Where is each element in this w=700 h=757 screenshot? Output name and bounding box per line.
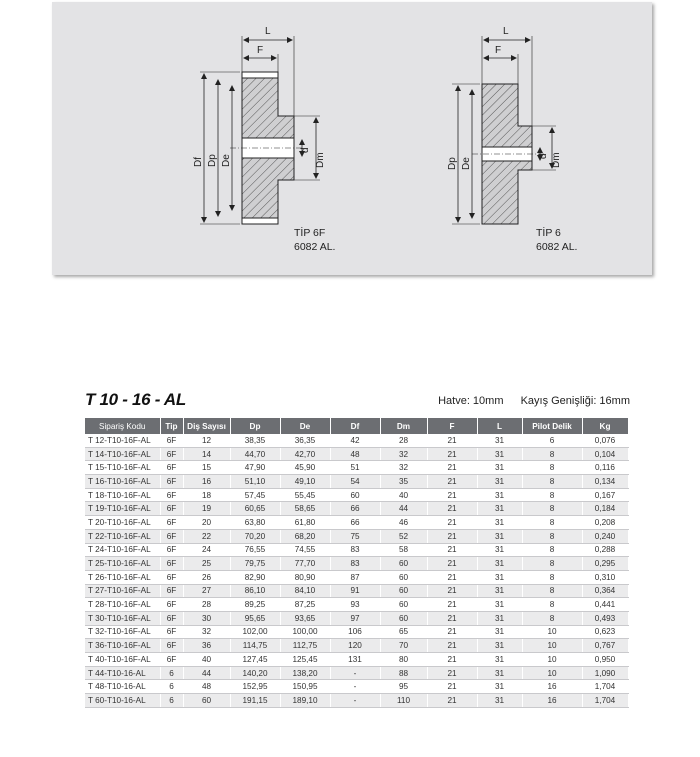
table-cell: 31 xyxy=(477,680,522,694)
table-cell: 0,295 xyxy=(582,557,628,571)
table-cell: 8 xyxy=(522,516,582,530)
order-code-cell: T 44-T10-16-AL xyxy=(85,666,160,680)
table-cell: 10 xyxy=(522,625,582,639)
table-cell: 106 xyxy=(330,625,380,639)
table-cell: 6F xyxy=(160,516,183,530)
table-cell: - xyxy=(330,694,380,708)
table-cell: 6F xyxy=(160,570,183,584)
table-cell: 83 xyxy=(330,557,380,571)
table-cell: 21 xyxy=(427,502,477,516)
order-code-cell: T 18-T10-16F-AL xyxy=(85,488,160,502)
table-cell: 31 xyxy=(477,434,522,447)
table-row xyxy=(85,447,628,461)
table-cell: 21 xyxy=(427,529,477,543)
table-cell: 6F xyxy=(160,557,183,571)
pulley-left-section xyxy=(193,26,335,253)
dim-De-label: De xyxy=(461,157,472,170)
dim-Dp-label: Dp xyxy=(207,154,218,167)
table-cell: 8 xyxy=(522,529,582,543)
order-code-cell: T 26-T10-16F-AL xyxy=(85,570,160,584)
technical-drawing-panel xyxy=(52,2,652,275)
table-cell: 84,10 xyxy=(280,584,330,598)
header-cell: Diş Sayısı xyxy=(183,418,230,434)
table-cell: 45,90 xyxy=(280,461,330,475)
table-title: T 10 - 16 - AL xyxy=(85,390,186,409)
order-code-cell: T 32-T10-16F-AL xyxy=(85,625,160,639)
table-cell: 48 xyxy=(183,680,230,694)
header-cell: Tip xyxy=(160,418,183,434)
table-cell: 60,65 xyxy=(230,502,280,516)
table-cell: 0,076 xyxy=(582,434,628,447)
table-cell: 21 xyxy=(427,543,477,557)
table-cell: 31 xyxy=(477,653,522,667)
table-cell: 42,70 xyxy=(280,447,330,461)
table-cell: 31 xyxy=(477,639,522,653)
table-cell: 100,00 xyxy=(280,625,330,639)
table-cell: 0,493 xyxy=(582,611,628,625)
table-cell: 88 xyxy=(380,666,427,680)
table-cell: 31 xyxy=(477,570,522,584)
table-cell: 0,288 xyxy=(582,543,628,557)
table-row xyxy=(85,584,628,598)
pulley-drawings xyxy=(52,2,652,275)
table-cell: 18 xyxy=(183,488,230,502)
table-cell: 1,704 xyxy=(582,694,628,708)
table-cell: 6F xyxy=(160,639,183,653)
table-cell: 1,704 xyxy=(582,680,628,694)
table-cell: 46 xyxy=(380,516,427,530)
table-cell: 44 xyxy=(380,502,427,516)
table-cell: 6 xyxy=(160,680,183,694)
table-cell: 6F xyxy=(160,611,183,625)
table-cell: 189,10 xyxy=(280,694,330,708)
table-row xyxy=(85,529,628,543)
header-cell: Dm xyxy=(380,418,427,434)
table-cell: 0,310 xyxy=(582,570,628,584)
table-cell: 8 xyxy=(522,543,582,557)
table-cell: 31 xyxy=(477,447,522,461)
table-cell: 51 xyxy=(330,461,380,475)
order-code-cell: T 40-T10-16F-AL xyxy=(85,653,160,667)
table-header-row xyxy=(85,418,628,434)
dim-De-label: De xyxy=(221,154,232,167)
order-code-cell: T 25-T10-16F-AL xyxy=(85,557,160,571)
order-code-cell: T 16-T10-16F-AL xyxy=(85,475,160,489)
table-cell: 20 xyxy=(183,516,230,530)
table-cell: 36,35 xyxy=(280,434,330,447)
table-cell: 0,441 xyxy=(582,598,628,612)
table-row xyxy=(85,570,628,584)
table-cell: 0,134 xyxy=(582,475,628,489)
table-cell: 87,25 xyxy=(280,598,330,612)
table-cell: 8 xyxy=(522,502,582,516)
table-cell: 60 xyxy=(380,598,427,612)
order-code-cell: T 60-T10-16-AL xyxy=(85,694,160,708)
table-cell: 0,167 xyxy=(582,488,628,502)
table-cell: 95,65 xyxy=(230,611,280,625)
table-cell: 6F xyxy=(160,625,183,639)
table-cell: 21 xyxy=(427,557,477,571)
table-cell: 21 xyxy=(427,434,477,447)
table-cell: 31 xyxy=(477,475,522,489)
table-cell: 140,20 xyxy=(230,666,280,680)
order-code-cell: T 36-T10-16F-AL xyxy=(85,639,160,653)
table-cell: 80,90 xyxy=(280,570,330,584)
dim-Dm-label: Dm xyxy=(551,152,562,168)
table-cell: 31 xyxy=(477,461,522,475)
table-cell: 21 xyxy=(427,584,477,598)
table-cell: 25 xyxy=(183,557,230,571)
table-cell: 21 xyxy=(427,516,477,530)
table-cell: 10 xyxy=(522,666,582,680)
table-cell: 6 xyxy=(160,666,183,680)
table-cell: 31 xyxy=(477,488,522,502)
table-cell: 51,10 xyxy=(230,475,280,489)
table-cell: 35 xyxy=(380,475,427,489)
table-cell: 21 xyxy=(427,653,477,667)
tip-label: TİP 6 xyxy=(536,227,561,239)
table-row xyxy=(85,557,628,571)
table-cell: 26 xyxy=(183,570,230,584)
belt-width-info: Kayış Genişliği: 16mm xyxy=(520,395,630,407)
material-label: 6082 AL. xyxy=(294,241,336,253)
table-cell: 31 xyxy=(477,694,522,708)
table-cell: 127,45 xyxy=(230,653,280,667)
pitch-info: Hatve: 10mm xyxy=(438,395,504,407)
table-cell: 55,45 xyxy=(280,488,330,502)
table-cell: 8 xyxy=(522,475,582,489)
table-cell: 138,20 xyxy=(280,666,330,680)
table-specs xyxy=(424,395,630,407)
table-cell: 70,20 xyxy=(230,529,280,543)
table-cell: 40 xyxy=(183,653,230,667)
table-cell: 21 xyxy=(427,639,477,653)
table-cell: 60 xyxy=(380,570,427,584)
order-code-cell: T 20-T10-16F-AL xyxy=(85,516,160,530)
table-cell: 31 xyxy=(477,666,522,680)
table-cell: 8 xyxy=(522,570,582,584)
table-row xyxy=(85,694,628,708)
table-cell: 21 xyxy=(427,488,477,502)
table-cell: 6 xyxy=(160,694,183,708)
order-code-cell: T 19-T10-16F-AL xyxy=(85,502,160,516)
table-cell: 32 xyxy=(183,625,230,639)
table-cell: 21 xyxy=(427,475,477,489)
table-cell: 21 xyxy=(427,447,477,461)
table-cell: 87 xyxy=(330,570,380,584)
table-cell: 0,208 xyxy=(582,516,628,530)
tip-label: TİP 6F xyxy=(294,227,326,239)
table-cell: 102,00 xyxy=(230,625,280,639)
table-cell: 6F xyxy=(160,434,183,447)
table-cell: 0,116 xyxy=(582,461,628,475)
table-cell: 8 xyxy=(522,598,582,612)
order-code-cell: T 28-T10-16F-AL xyxy=(85,598,160,612)
dim-L-label: L xyxy=(503,26,509,37)
table-cell: 28 xyxy=(183,598,230,612)
table-cell: 42 xyxy=(330,434,380,447)
table-cell: 12 xyxy=(183,434,230,447)
header-cell: De xyxy=(280,418,330,434)
header-cell: Dp xyxy=(230,418,280,434)
table-cell: 70 xyxy=(380,639,427,653)
pulley-right-section xyxy=(447,26,577,253)
table-cell: 21 xyxy=(427,694,477,708)
table-cell: 74,55 xyxy=(280,543,330,557)
table-cell: 58,65 xyxy=(280,502,330,516)
table-cell: 16 xyxy=(522,694,582,708)
order-code-cell: T 12-T10-16F-AL xyxy=(85,434,160,447)
table-cell: 54 xyxy=(330,475,380,489)
table-cell: 79,75 xyxy=(230,557,280,571)
order-code-cell: T 22-T10-16F-AL xyxy=(85,529,160,543)
table-cell: 8 xyxy=(522,611,582,625)
table-cell: 40 xyxy=(380,488,427,502)
table-cell: 82,90 xyxy=(230,570,280,584)
table-cell: 30 xyxy=(183,611,230,625)
table-row xyxy=(85,488,628,502)
table-cell: 31 xyxy=(477,516,522,530)
table-cell: 22 xyxy=(183,529,230,543)
table-cell: 66 xyxy=(330,502,380,516)
table-cell: 47,90 xyxy=(230,461,280,475)
table-cell: 97 xyxy=(330,611,380,625)
table-row xyxy=(85,516,628,530)
table-cell: 93 xyxy=(330,598,380,612)
table-cell: 21 xyxy=(427,570,477,584)
table-row xyxy=(85,653,628,667)
table-cell: 89,25 xyxy=(230,598,280,612)
table-cell: 6F xyxy=(160,475,183,489)
table-cell: 0,623 xyxy=(582,625,628,639)
table-row xyxy=(85,680,628,694)
table-cell: 6F xyxy=(160,543,183,557)
table-cell: 125,45 xyxy=(280,653,330,667)
table-cell: 60 xyxy=(380,557,427,571)
table-cell: 36 xyxy=(183,639,230,653)
table-row xyxy=(85,502,628,516)
table-cell: 21 xyxy=(427,680,477,694)
table-body xyxy=(85,434,628,707)
table-cell: 49,10 xyxy=(280,475,330,489)
dim-F-label: F xyxy=(257,45,264,56)
table-cell: 31 xyxy=(477,502,522,516)
table-cell: 14 xyxy=(183,447,230,461)
table-cell: 0,104 xyxy=(582,447,628,461)
table-cell: 6F xyxy=(160,584,183,598)
table-cell: 21 xyxy=(427,598,477,612)
header-cell: Df xyxy=(330,418,380,434)
table-cell: 83 xyxy=(330,543,380,557)
table-cell: 6F xyxy=(160,447,183,461)
table-cell: 63,80 xyxy=(230,516,280,530)
table-cell: 15 xyxy=(183,461,230,475)
order-code-cell: T 27-T10-16F-AL xyxy=(85,584,160,598)
table-cell: 6F xyxy=(160,461,183,475)
order-code-cell: T 14-T10-16F-AL xyxy=(85,447,160,461)
header-cell: Pilot Delik xyxy=(522,418,582,434)
table-cell: 8 xyxy=(522,447,582,461)
table-cell: 0,767 xyxy=(582,639,628,653)
table-cell: 80 xyxy=(380,653,427,667)
table-cell: 6F xyxy=(160,653,183,667)
table-cell: 44,70 xyxy=(230,447,280,461)
table-cell: 27 xyxy=(183,584,230,598)
table-row xyxy=(85,611,628,625)
table-cell: 86,10 xyxy=(230,584,280,598)
table-cell: 65 xyxy=(380,625,427,639)
table-cell: 8 xyxy=(522,557,582,571)
table-cell: 110 xyxy=(380,694,427,708)
table-cell: 24 xyxy=(183,543,230,557)
order-code-cell: T 48-T10-16-AL xyxy=(85,680,160,694)
table-cell: 21 xyxy=(427,461,477,475)
table-cell: 0,950 xyxy=(582,653,628,667)
dim-d-label: d xyxy=(538,153,549,159)
table-cell: 60 xyxy=(380,584,427,598)
table-cell: 76,55 xyxy=(230,543,280,557)
table-row xyxy=(85,639,628,653)
header-cell: F xyxy=(427,418,477,434)
table-cell: 57,45 xyxy=(230,488,280,502)
table-cell: 28 xyxy=(380,434,427,447)
table-cell: 58 xyxy=(380,543,427,557)
spec-table xyxy=(85,418,629,708)
table-cell: 10 xyxy=(522,639,582,653)
table-row xyxy=(85,598,628,612)
table-cell: 31 xyxy=(477,584,522,598)
table-cell: 93,65 xyxy=(280,611,330,625)
table-cell: 16 xyxy=(183,475,230,489)
order-code-cell: T 15-T10-16F-AL xyxy=(85,461,160,475)
dim-Dm-label: Dm xyxy=(315,152,326,168)
table-cell: 31 xyxy=(477,529,522,543)
table-cell: 6 xyxy=(522,434,582,447)
table-cell: 75 xyxy=(330,529,380,543)
table-cell: - xyxy=(330,666,380,680)
table-cell: 6F xyxy=(160,529,183,543)
order-code-cell: T 30-T10-16F-AL xyxy=(85,611,160,625)
dim-F-label: F xyxy=(495,45,502,56)
table-cell: 66 xyxy=(330,516,380,530)
table-row xyxy=(85,475,628,489)
table-cell: 31 xyxy=(477,543,522,557)
table-cell: 61,80 xyxy=(280,516,330,530)
table-cell: 1,090 xyxy=(582,666,628,680)
table-cell: 38,35 xyxy=(230,434,280,447)
table-cell: 191,15 xyxy=(230,694,280,708)
table-cell: 16 xyxy=(522,680,582,694)
table-cell: 6F xyxy=(160,598,183,612)
table-cell: 0,364 xyxy=(582,584,628,598)
table-cell: 8 xyxy=(522,461,582,475)
table-cell: 52 xyxy=(380,529,427,543)
table-cell: 44 xyxy=(183,666,230,680)
table-cell: 112,75 xyxy=(280,639,330,653)
table-cell: 60 xyxy=(380,611,427,625)
table-cell: 21 xyxy=(427,625,477,639)
table-cell: - xyxy=(330,680,380,694)
dim-d-label: d xyxy=(300,147,311,153)
header-cell: L xyxy=(477,418,522,434)
table-row xyxy=(85,625,628,639)
table-row xyxy=(85,461,628,475)
table-cell: 32 xyxy=(380,461,427,475)
material-label: 6082 AL. xyxy=(536,241,578,253)
table-cell: 120 xyxy=(330,639,380,653)
table-cell: 77,70 xyxy=(280,557,330,571)
table-cell: 19 xyxy=(183,502,230,516)
table-cell: 0,240 xyxy=(582,529,628,543)
dim-Dp-label: Dp xyxy=(447,157,458,170)
table-cell: 95 xyxy=(380,680,427,694)
dim-L-label: L xyxy=(265,26,271,37)
table-cell: 91 xyxy=(330,584,380,598)
table-cell: 131 xyxy=(330,653,380,667)
dim-Df-label: Df xyxy=(193,157,204,167)
table-cell: 68,20 xyxy=(280,529,330,543)
table-cell: 21 xyxy=(427,611,477,625)
table-cell: 48 xyxy=(330,447,380,461)
table-cell: 0,184 xyxy=(582,502,628,516)
header-cell: Sipariş Kodu xyxy=(85,418,160,434)
table-cell: 31 xyxy=(477,611,522,625)
table-cell: 32 xyxy=(380,447,427,461)
table-row xyxy=(85,666,628,680)
order-code-cell: T 24-T10-16F-AL xyxy=(85,543,160,557)
table-cell: 150,95 xyxy=(280,680,330,694)
table-cell: 8 xyxy=(522,488,582,502)
table-cell: 114,75 xyxy=(230,639,280,653)
table-title-row xyxy=(85,390,630,410)
table-cell: 6F xyxy=(160,502,183,516)
table-cell: 60 xyxy=(183,694,230,708)
table-cell: 31 xyxy=(477,598,522,612)
header-cell: Kg xyxy=(582,418,628,434)
table-cell: 60 xyxy=(330,488,380,502)
table-row xyxy=(85,434,628,447)
table-cell: 31 xyxy=(477,625,522,639)
table-row xyxy=(85,543,628,557)
table-cell: 10 xyxy=(522,653,582,667)
table-cell: 31 xyxy=(477,557,522,571)
table-cell: 6F xyxy=(160,488,183,502)
table-cell: 152,95 xyxy=(230,680,280,694)
table-cell: 8 xyxy=(522,584,582,598)
table-cell: 21 xyxy=(427,666,477,680)
